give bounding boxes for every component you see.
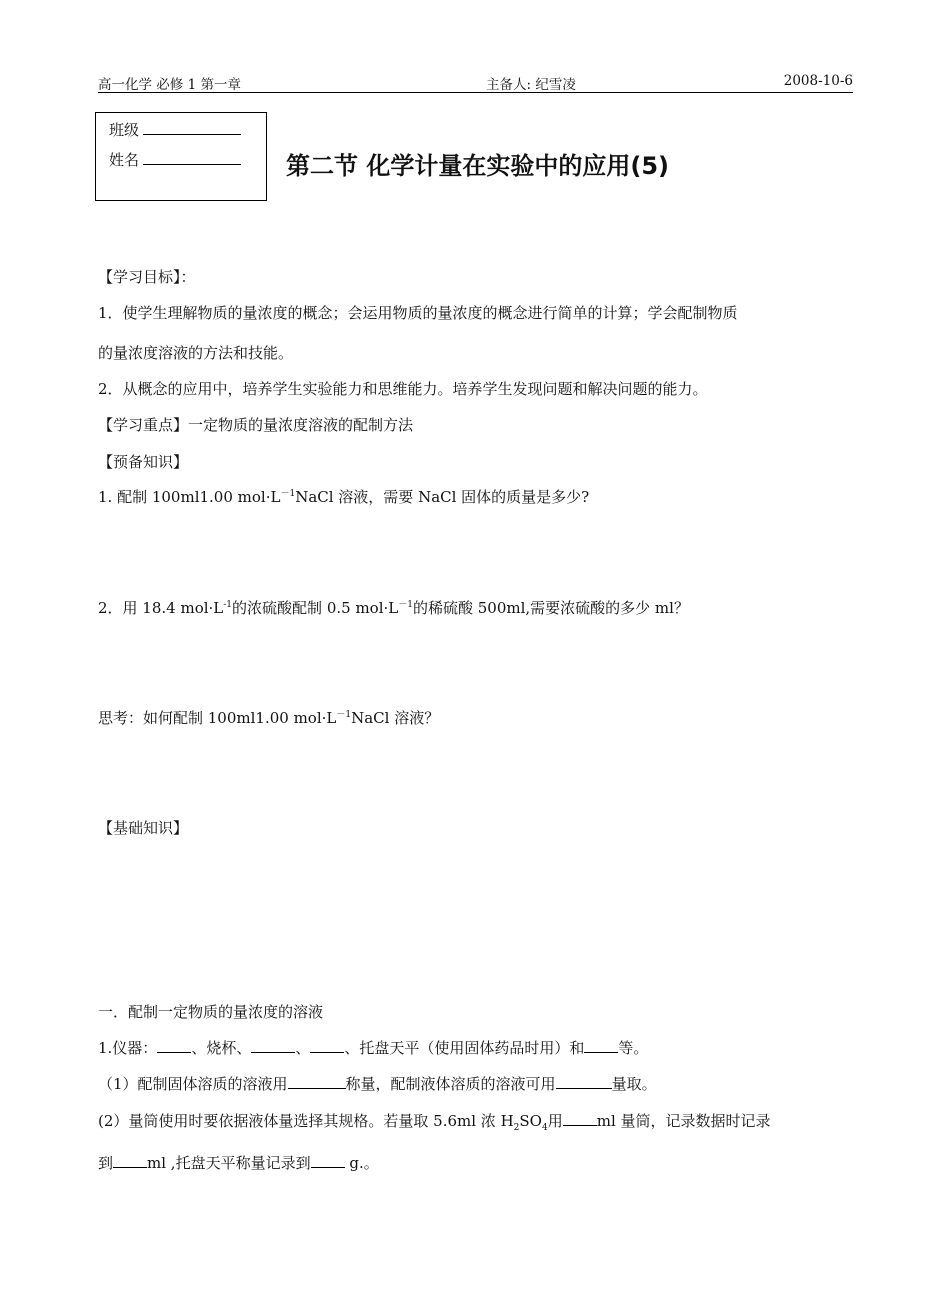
instruments-line: 1.仪器： 、烧杯、 、 、托盘天平（使用固体药品时用）和 等。 bbox=[98, 1039, 649, 1057]
think-question: 思考：如何配制 100ml1.00 $mol\cdot L^{-1}NaCl$ 溶液？ bbox=[98, 709, 440, 727]
class-label: 班级 bbox=[109, 121, 140, 139]
page-title: 第二节 化学计量在实验中的应用(5) bbox=[286, 152, 669, 180]
prep-heading: 【预备知识】 bbox=[98, 453, 189, 471]
prep-question-1: 1. 配制 100ml1.00 $mol\cdot L^{-1}NaCl$ 溶液，需要 NaCl 固体的质量是多少? bbox=[98, 488, 590, 506]
name-field[interactable] bbox=[109, 149, 241, 170]
answer-blank[interactable] bbox=[563, 1111, 597, 1126]
cylinder-line-1: (2）量筒使用时要依据液体量选择其规格。若量取 5.6ml 浓 $H_2SO_4$用 ml 量筒，记录数据时记录 bbox=[98, 1112, 771, 1133]
goals-heading: 【学习目标】： bbox=[98, 268, 196, 286]
class-field[interactable] bbox=[109, 119, 241, 140]
student-info-box bbox=[95, 112, 267, 201]
cylinder-line-2: 到 ml ,托盘天平称量记录到 g.。 bbox=[98, 1154, 379, 1172]
goal-1-line-1: 1．使学生理解物质的量浓度的概念；会运用物质的量浓度的概念进行简单的计算；学会配制物质 bbox=[98, 304, 738, 322]
answer-blank[interactable] bbox=[251, 1038, 295, 1053]
answer-blank[interactable] bbox=[556, 1074, 612, 1089]
prep-question-2: 2．用 18.4 $mol\cdot L^{-1}$的浓硫酸配制 0.5 $mol\cdot L^{-1}$的稀硫酸 500ml,需要浓硫酸的多少 ml？ bbox=[98, 599, 689, 617]
class-blank[interactable] bbox=[143, 120, 241, 135]
name-label: 姓名 bbox=[109, 151, 140, 169]
name-blank[interactable] bbox=[143, 150, 241, 165]
weighing-line: （1）配制固体溶质的溶液用 称量，配制液体溶质的溶液可用 量取。 bbox=[98, 1075, 657, 1093]
page-header bbox=[98, 73, 853, 93]
answer-blank[interactable] bbox=[584, 1038, 618, 1053]
answer-blank[interactable] bbox=[288, 1074, 346, 1089]
answer-blank[interactable] bbox=[310, 1038, 344, 1053]
focus-line: 【学习重点】一定物质的量浓度溶液的配制方法 bbox=[98, 416, 414, 434]
answer-blank[interactable] bbox=[311, 1153, 345, 1168]
basics-heading: 【基础知识】 bbox=[98, 819, 189, 837]
answer-blank[interactable] bbox=[113, 1153, 147, 1168]
section-1-heading: 一．配制一定物质的量浓度的溶液 bbox=[98, 1003, 324, 1021]
goal-2: 2．从概念的应用中，培养学生实验能力和思维能力。培养学生发现问题和解决问题的能力。 bbox=[98, 380, 708, 398]
goal-1-line-2: 的量浓度溶液的方法和技能。 bbox=[98, 344, 294, 362]
header-author: 主备人: 纪雪凌 bbox=[486, 77, 576, 93]
header-date: 2008-10-6 bbox=[783, 73, 853, 89]
answer-blank[interactable] bbox=[157, 1038, 191, 1053]
header-course: 高一化学 必修 1 第一章 bbox=[98, 77, 241, 93]
